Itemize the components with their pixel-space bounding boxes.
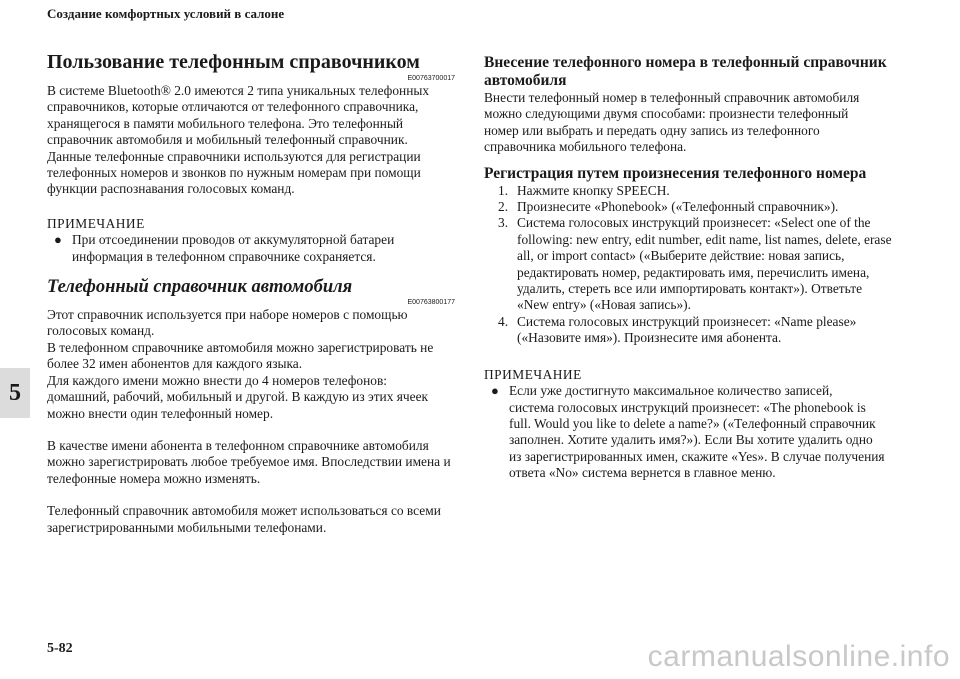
text-line: из зарегистрированных имен, скажите «Yes». В случае получения <box>509 448 885 464</box>
bullet-icon: ● <box>491 383 499 399</box>
text-line: Данные телефонные справочники используются для регистрации <box>47 148 421 164</box>
list-item <box>498 215 914 313</box>
text-line: редактировать номер, редактировать имя, перечислить имена, <box>517 264 870 280</box>
text-line: можно зарегистрировать любое требуемое имя. Впоследствии имена и <box>47 454 451 470</box>
bullet-icon: ● <box>54 232 62 248</box>
text-line: домашний, рабочий, мобильный и другой. В каждую из этих ячеек <box>47 389 429 405</box>
note-bullet <box>54 232 455 265</box>
list-item <box>498 314 914 347</box>
text-line: номер или выбрать и передать одну запись из телефонного <box>484 122 820 138</box>
list-item <box>498 199 914 215</box>
section-title-voice-registration: Регистрация путем произнесения телефонного номера <box>484 164 867 182</box>
title-line: Внесение телефонного номера в телефонный справочник <box>484 54 887 71</box>
text-line: Телефонный справочник автомобиля может использоваться со всеми <box>47 503 441 519</box>
text-line: Внести телефонный номер в телефонный справочник автомобиля <box>484 90 860 105</box>
section-body <box>484 90 914 156</box>
text-line: хранящегося в памяти мобильного телефона. Это телефонный <box>47 115 404 131</box>
text-line: full. Would you like to delete a name?» («Телефонный справочник <box>509 415 876 431</box>
section-title-using-phonebook: Пользование телефонным справочником <box>47 51 420 73</box>
text-line: голосовых команд. <box>47 323 155 339</box>
text-line: В системе Bluetooth® 2.0 имеются 2 типа уникальных телефонных <box>47 83 430 98</box>
text-line: В качестве имени абонента в телефонном справочнике автомобиля <box>47 437 429 453</box>
page-number: 5-82 <box>47 641 73 656</box>
text-line: В телефонном справочнике автомобиля можно зарегистрировать не <box>47 339 434 355</box>
note-title: ПРИМЕЧАНИЕ <box>484 366 582 382</box>
text-line: более 32 имен абонентов для каждого языка. <box>47 356 303 372</box>
section-title-add-number <box>484 54 914 90</box>
step-number: 3. <box>498 215 509 231</box>
section-body <box>47 83 455 198</box>
text-line: заполнен. Хотите удалить имя?»). Если Вы хотите удалить одно <box>509 432 873 448</box>
text-line: При отсоединении проводов от аккумуляторной батареи <box>72 232 395 248</box>
step-number: 1. <box>498 182 509 198</box>
text-line: зарегистрированными мобильными телефонами. <box>47 519 327 535</box>
title-line: автомобиля <box>484 72 567 89</box>
right-column <box>484 54 914 482</box>
watermark: carmanualsonline.info <box>647 640 950 673</box>
text-line: справочник автомобиля и мобильный телефонный справочник. <box>47 132 408 148</box>
text-line: «New entry» («Новая запись»). <box>517 297 691 313</box>
section-title-vehicle-phonebook: Телефонный справочник автомобиля <box>47 277 353 298</box>
text-line: Для каждого имени можно внести до 4 номеров телефонов: <box>47 372 388 388</box>
text-line: система голосовых инструкций произнесет: «The phonebook is <box>509 399 866 415</box>
text-line: all, or import contact» («Выберите действие: новая запись, <box>517 248 845 264</box>
text-line: Нажмите кнопку SPEECH. <box>517 182 670 198</box>
section-code: E00763700017 <box>407 75 455 82</box>
note-title: ПРИМЕЧАНИЕ <box>47 215 145 231</box>
text-line: («Назовите имя»). Произнесите имя абонента. <box>517 330 782 346</box>
text-line: телефонные номера можно изменять. <box>47 470 261 486</box>
text-line: Система голосовых инструкций произнесет: «Select one of the <box>517 215 871 231</box>
step-number: 4. <box>498 313 509 329</box>
text-line: ответа «No» система вернется в главное меню. <box>509 465 776 481</box>
note-bullet <box>491 383 914 481</box>
text-line: Система голосовых инструкций произнесет: «Name please» <box>517 313 857 329</box>
section-body <box>47 307 455 536</box>
text-line: Если уже достигнуто максимальное количество записей, <box>509 383 833 399</box>
text-line: можно следующими двумя способами: произнести телефонный <box>484 106 849 122</box>
section-code: E00763800177 <box>407 299 455 307</box>
text-line: удалить, стереть все или импортировать контакт»). Ответьте <box>517 281 863 297</box>
text-line: справочника мобильного телефона. <box>484 139 687 155</box>
text-line: информация в телефонном справочнике сохраняется. <box>72 248 376 264</box>
text-line: функции распознавания голосовых команд. <box>47 181 295 197</box>
text-line: справочников, которые отличаются от телефонного справочника, <box>47 99 419 115</box>
left-column <box>47 50 455 536</box>
text-line: Этот справочник используется при наборе номеров с помощью <box>47 307 408 323</box>
text-line: following: new entry, edit number, edit name, list names, delete, erase <box>517 231 892 247</box>
text-line: телефонных номеров и звонков по нужным номерам при помощи <box>47 165 421 181</box>
steps-list <box>498 183 914 347</box>
step-number: 2. <box>498 199 509 215</box>
chapter-tab: 5 <box>0 368 30 418</box>
text-line: можно внести один телефонный номер. <box>47 405 274 421</box>
text-line: Произнесите «Phonebook» («Телефонный справочник»). <box>517 199 839 215</box>
page-header: Создание комфортных условий в салоне <box>47 6 285 21</box>
list-item <box>498 183 914 199</box>
